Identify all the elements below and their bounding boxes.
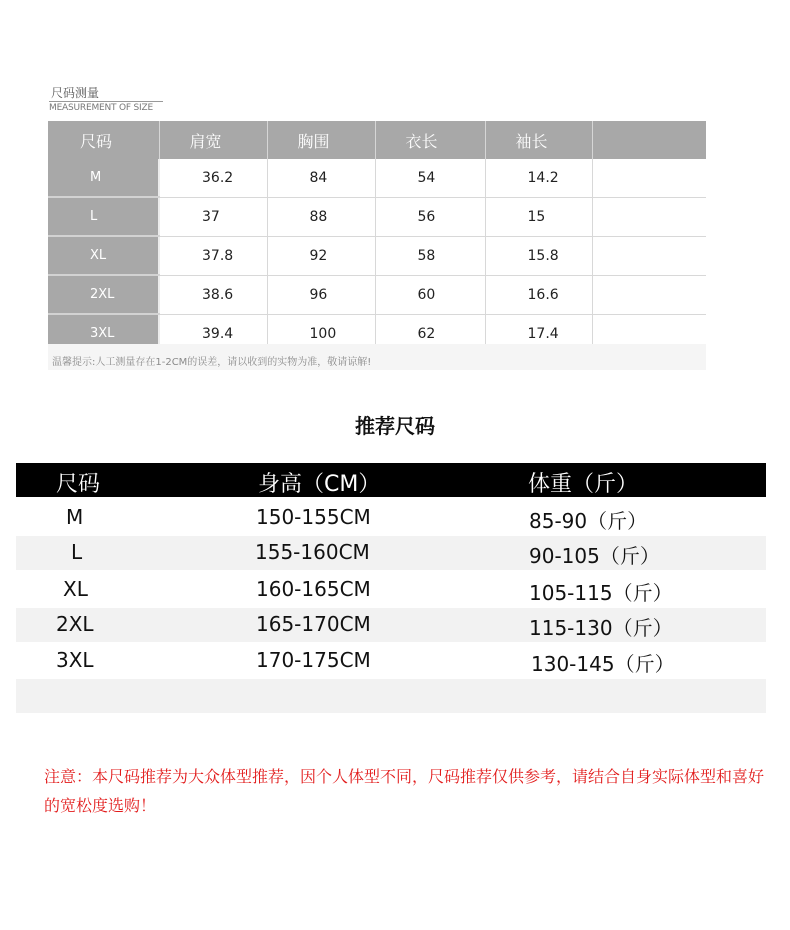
recommend-header-weight: 体重（斤） (528, 472, 639, 497)
list-item (16, 644, 766, 678)
sleeve-cell: 15 (485, 197, 592, 236)
recommend-weight: 105-115（斤） (529, 581, 673, 605)
chest-cell: 92 (267, 236, 375, 275)
measurement-subtitle: MEASUREMENT OF SIZE (49, 101, 163, 113)
shoulder-cell: 37.8 (159, 236, 267, 275)
recommend-size: L (71, 540, 83, 564)
recommend-note: 注意：本尺码推荐为大众体型推荐，因个人体型不同，尺码推荐仅供参考，请结合自身实际体型和喜好的宽松度选购！ (44, 767, 765, 815)
recommend-height: 150-155CM (256, 505, 371, 529)
sleeve-cell: 15.8 (485, 236, 592, 275)
header-length: 衣长 (375, 121, 485, 159)
recommend-weight: 85-90（斤） (529, 509, 648, 533)
recommend-size: XL (63, 577, 88, 601)
length-cell: 62 (375, 314, 485, 353)
chest-cell: 100 (267, 314, 375, 353)
recommend-header-height: 身高（CM） (258, 472, 381, 497)
shoulder-cell: 36.2 (159, 159, 267, 197)
chest-cell: 96 (267, 275, 375, 314)
table-row (48, 197, 706, 236)
list-item (16, 501, 766, 535)
shoulder-cell: 39.4 (159, 314, 267, 353)
table-row (48, 275, 706, 314)
shoulder-cell: 38.6 (159, 275, 267, 314)
table-row (48, 236, 706, 275)
recommend-weight: 115-130（斤） (529, 616, 673, 640)
list-item (16, 608, 766, 642)
size-cell: 2XL (48, 275, 159, 314)
length-cell: 54 (375, 159, 485, 197)
size-cell: XL (48, 236, 159, 275)
empty-cell (592, 197, 706, 236)
measurement-table (48, 121, 706, 354)
length-cell: 56 (375, 197, 485, 236)
list-item (16, 573, 766, 607)
size-cell: M (48, 159, 159, 197)
recommend-size: 3XL (56, 648, 94, 672)
recommend-height: 155-160CM (255, 540, 370, 564)
measurement-header-row (48, 121, 706, 159)
header-size: 尺码 (48, 121, 159, 159)
header-empty (592, 121, 706, 159)
length-cell: 58 (375, 236, 485, 275)
recommend-size: 2XL (56, 612, 94, 636)
recommend-title: 推荐尺码 (355, 414, 435, 438)
sleeve-cell: 17.4 (485, 314, 592, 353)
length-cell: 60 (375, 275, 485, 314)
recommend-weight: 130-145（斤） (531, 652, 675, 676)
list-item-empty (16, 679, 766, 713)
chest-cell: 84 (267, 159, 375, 197)
recommend-height: 170-175CM (256, 648, 371, 672)
table-row (48, 159, 706, 197)
recommend-size: M (66, 505, 84, 529)
size-cell: 3XL (48, 314, 159, 353)
header-chest: 胸围 (267, 121, 375, 159)
shoulder-cell: 37 (159, 197, 267, 236)
empty-cell (592, 159, 706, 197)
empty-cell (592, 275, 706, 314)
measurement-note: 温馨提示:人工测量存在1-2CM的误差，请以收到的实物为准，敬请谅解! (52, 357, 372, 368)
measurement-title: 尺码测量 (51, 86, 100, 100)
recommend-header-row (16, 463, 766, 497)
chest-cell: 88 (267, 197, 375, 236)
recommend-height: 160-165CM (256, 577, 371, 601)
header-sleeve: 袖长 (485, 121, 592, 159)
empty-cell (592, 236, 706, 275)
recommend-header-size: 尺码 (56, 472, 101, 497)
recommend-weight: 90-105（斤） (529, 544, 660, 568)
list-item (16, 536, 766, 570)
size-cell: L (48, 197, 159, 236)
sleeve-cell: 16.6 (485, 275, 592, 314)
header-shoulder: 肩宽 (159, 121, 267, 159)
recommend-height: 165-170CM (256, 612, 371, 636)
sleeve-cell: 14.2 (485, 159, 592, 197)
